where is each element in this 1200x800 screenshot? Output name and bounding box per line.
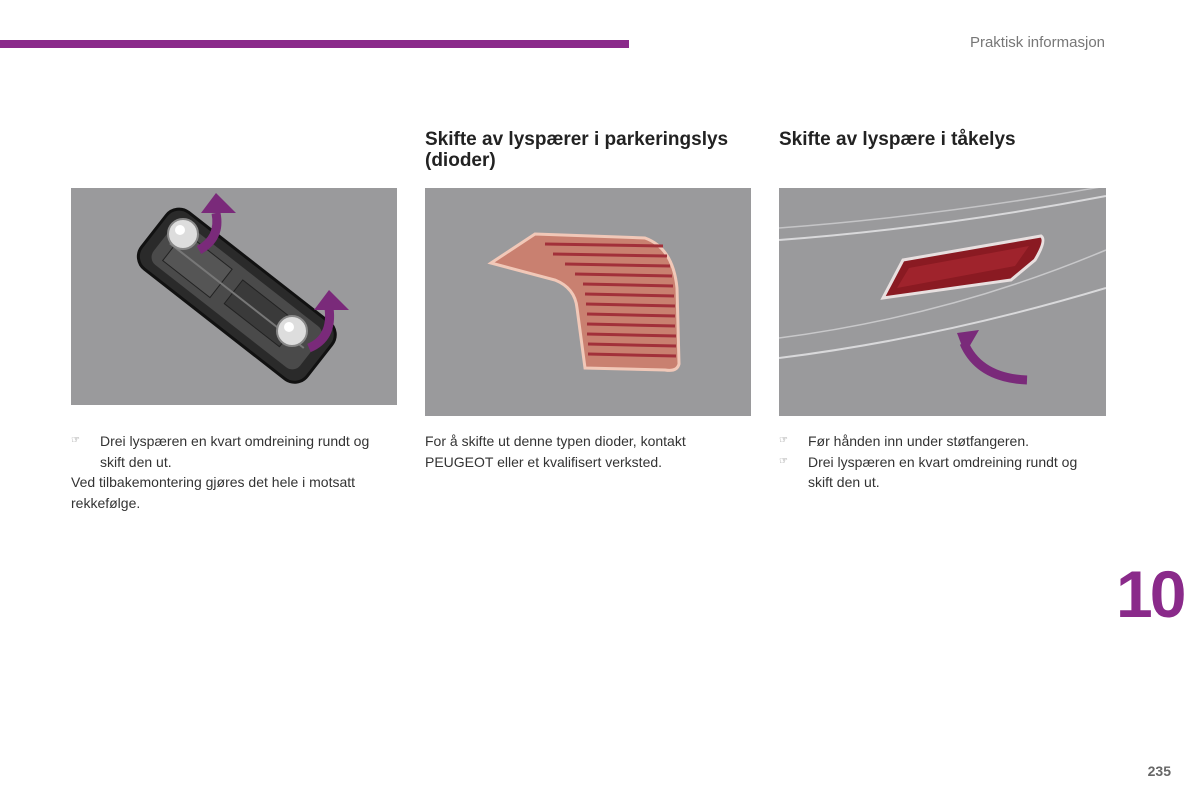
- list-item: [71, 431, 391, 472]
- rear-lamp-figure: [71, 188, 397, 405]
- header-accent-bar: [0, 40, 629, 48]
- pointing-finger-icon: ☞: [71, 435, 80, 446]
- fog-light-figure: [779, 188, 1106, 416]
- section-title: Praktisk informasjon: [969, 34, 1105, 51]
- list-item: [779, 431, 1099, 452]
- list-item: [779, 452, 1099, 493]
- pointing-finger-icon: ☞: [779, 455, 788, 467]
- led-parking-light-figure: [425, 188, 751, 416]
- chapter-number: 10: [1116, 557, 1184, 631]
- column-3-text: [779, 431, 1099, 493]
- reassembly-note: Ved tilbakemontering gjøres det hele i motsatt rekkefølge.: [71, 474, 356, 511]
- column-1-text: [71, 431, 391, 513]
- column-2-text: For å skifte ut denne typen dioder, kontakt PEUGEOT eller et kvalifisert verksted.: [425, 433, 686, 470]
- fog-light-title: Skifte av lyspære i tåkelys: [779, 129, 1016, 150]
- pointing-finger-icon: ☞: [779, 435, 788, 446]
- bullet-text: Drei lyspæren en kvart omdreining rundt og skift den ut.: [100, 433, 370, 470]
- bullet-text: Før hånden inn under støtfangeren.: [808, 433, 1030, 449]
- parking-light-title: Skifte av lyspærer i parkeringslys (dioder): [425, 129, 729, 171]
- page-number: 235: [1147, 763, 1171, 779]
- bullet-text: Drei lyspæren en kvart omdreining rundt og skift den ut.: [808, 453, 1078, 490]
